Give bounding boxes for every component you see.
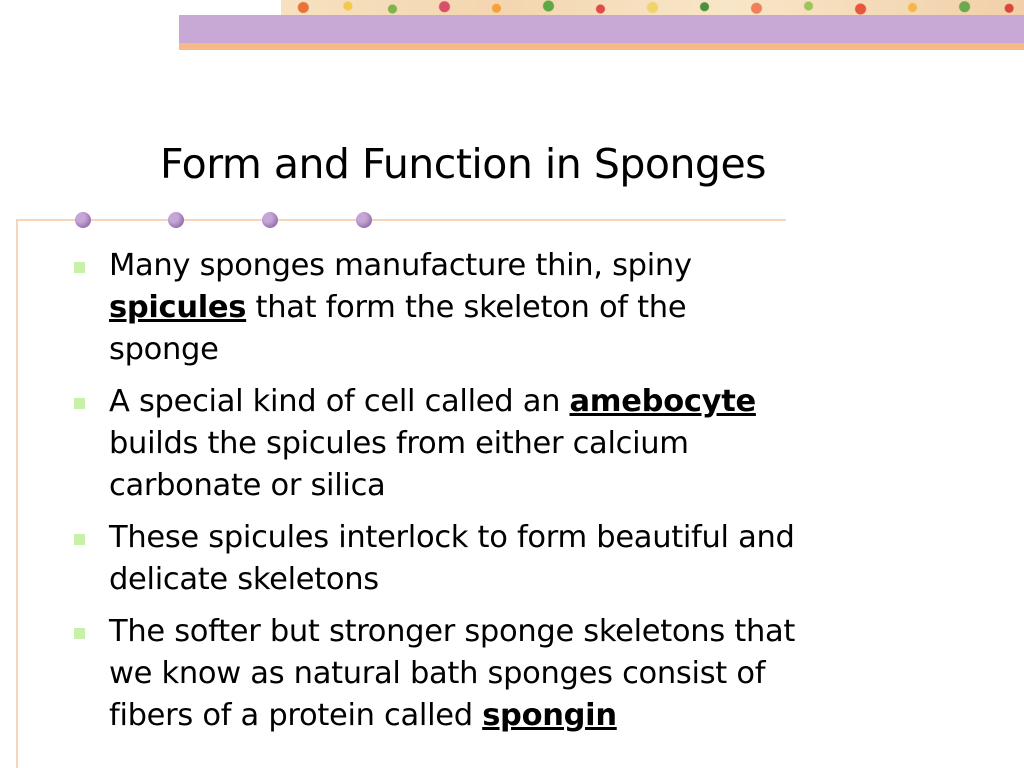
bullet-text: These spicules interlock to form beautiful and <box>109 520 795 555</box>
bullet-item <box>70 245 930 371</box>
bullet-line <box>109 611 930 653</box>
bullet-line <box>109 423 930 465</box>
bullet-line <box>109 653 930 695</box>
bullet-line <box>109 329 930 371</box>
bullet-text: delicate skeletons <box>109 562 379 597</box>
decorative-dot-icon <box>75 212 91 228</box>
bullet-text: fibers of a protein called <box>109 698 483 733</box>
slide-title: Form and Function in Sponges <box>160 140 767 188</box>
bullet-text: Many sponges manufacture thin, spiny <box>109 248 692 283</box>
square-bullet-icon <box>74 534 85 545</box>
key-term: spicules <box>109 290 247 325</box>
bullet-line <box>109 381 930 423</box>
bullet-text: A special kind of cell called an <box>109 384 570 419</box>
bullet-line <box>109 287 930 329</box>
square-bullet-icon <box>74 628 85 639</box>
square-bullet-icon <box>74 262 85 273</box>
bullet-line <box>109 465 930 507</box>
bullet-line <box>109 517 930 559</box>
square-bullet-icon <box>74 398 85 409</box>
floral-strip-image <box>281 0 1024 15</box>
bullet-text: that form the skeleton of the <box>246 290 687 325</box>
bullet-text: sponge <box>109 332 219 367</box>
bullet-line <box>109 559 930 601</box>
decorative-dot-icon <box>262 212 278 228</box>
key-term: spongin <box>482 698 617 733</box>
bullet-text: we know as natural bath sponges consist of <box>109 656 766 691</box>
left-border-rule <box>16 219 18 768</box>
bullet-item <box>70 611 930 737</box>
decorative-dot-icon <box>356 212 372 228</box>
title-divider <box>16 219 786 221</box>
bullet-text: carbonate or silica <box>109 468 386 503</box>
header-rule <box>179 43 1024 50</box>
bullet-item <box>70 381 930 507</box>
bullet-item <box>70 517 930 601</box>
bullet-list <box>70 245 930 747</box>
header-decoration <box>179 0 1024 50</box>
lavender-band <box>179 15 1024 43</box>
bullet-line <box>109 245 930 287</box>
bullet-text: builds the spicules from either calcium <box>109 426 689 461</box>
key-term: amebocyte <box>569 384 756 419</box>
bullet-line <box>109 695 930 737</box>
decorative-dot-icon <box>168 212 184 228</box>
bullet-text: The softer but stronger sponge skeletons that <box>109 614 796 649</box>
